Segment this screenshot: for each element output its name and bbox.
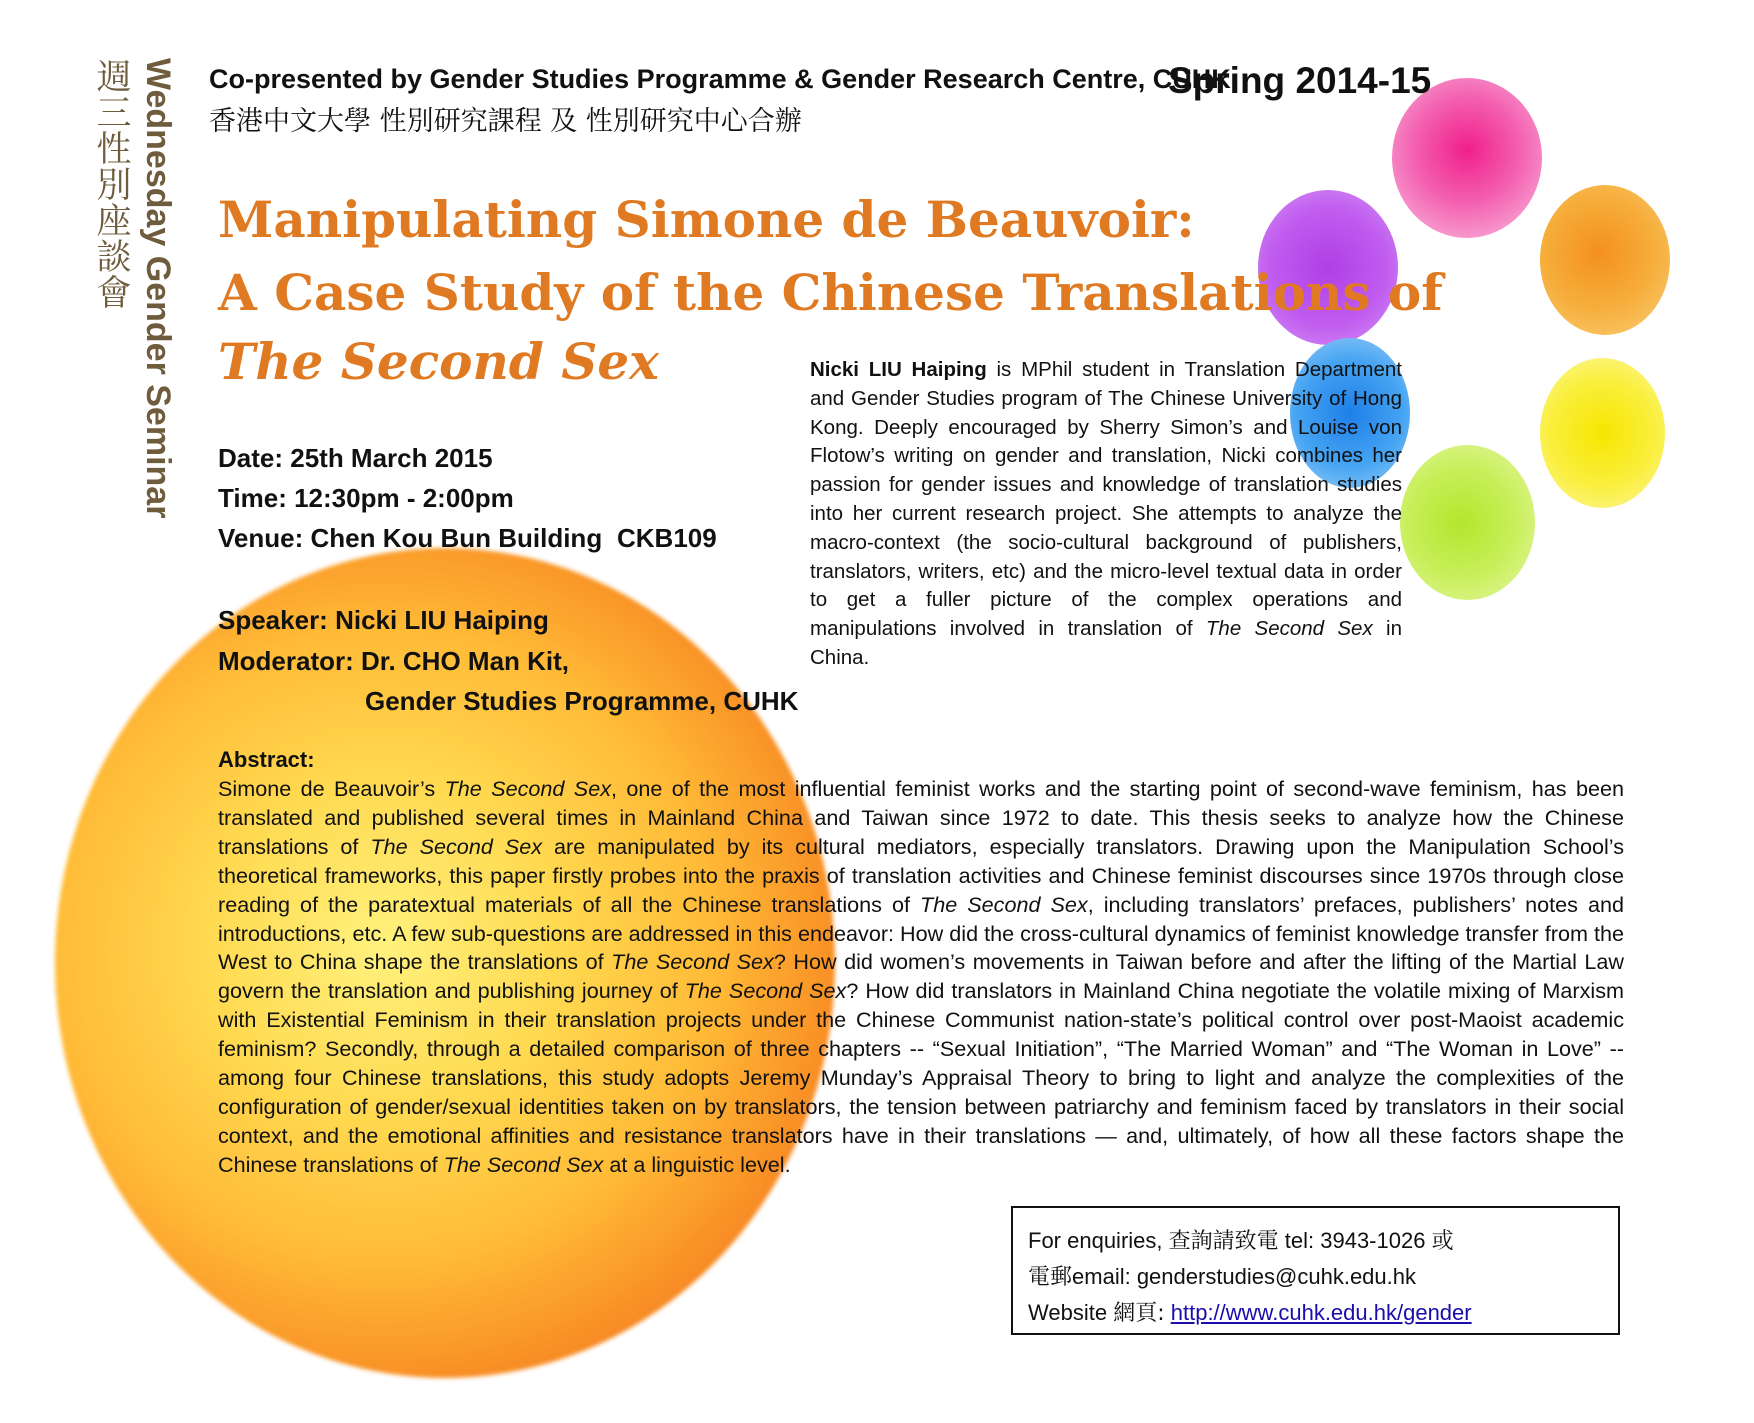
event-moderator: Moderator: Dr. CHO Man Kit, — [218, 646, 570, 676]
contact-phone-line — [1028, 1223, 1618, 1259]
side-title-english: Wednesday Gender Seminar — [139, 58, 177, 519]
contact-phone: tel: 3943-1026 — [1284, 1228, 1426, 1253]
abstract-book-title: The Second Sex — [684, 978, 847, 1004]
abstract-book-title: The Second Sex — [443, 1151, 604, 1177]
enquiries-label-chinese: 查詢請致電 — [1168, 1229, 1279, 1254]
moderator-affiliation: Gender Studies Programme, CUHK — [365, 686, 799, 716]
abstract-text: Simone de Beauvoir’s — [218, 776, 445, 801]
event-time: Time: 12:30pm - 2:00pm — [218, 483, 514, 513]
bio-speaker-name: Nicki LIU Haiping — [810, 358, 987, 381]
abstract-body — [218, 775, 1624, 1180]
abstract-text: at a linguistic level. — [603, 1151, 791, 1177]
event-venue: Venue: Chen Kou Bun Building — [218, 523, 603, 553]
copresenter-english: Co-presented by Gender Studies Programme & Gender Research Centre, CUHK — [209, 64, 1231, 94]
abstract-book-title: The Second Sex — [920, 891, 1088, 917]
title-line-3: The Second Sex — [218, 332, 659, 391]
bio-book-title: The Second Sex — [1205, 617, 1373, 641]
title-line-2: A Case Study of the Chinese Translations of — [218, 263, 1443, 322]
abstract-text: ? How did translators in Mainland China negotiate the volatile mixing of Marxism with Existential Feminism in their translation projects under the Chinese Communist nation-state’s political control over post-Maoist academic feminism? Secondly, through a detailed comparison of three chapters -- “Sexual Initiation”, “The Married Woman” and “The Woman in Love” -- among four Chinese translations, this study adopts Jeremy Munday’s Appraisal Theory to bring to light and analyze the complexities of the configuration of gender/sexual identities taken on by translators, the tension between patriarchy and feminism faced by translators in their social context, and the emotional affinities and resistance translators have in their translations — and, ultimately, of how all these factors shape the Chinese translations of — [218, 978, 1624, 1177]
contact-email-line — [1028, 1259, 1618, 1295]
copresenter-chinese: 香港中文大學 性別研究課程 及 性別研究中心合辦 — [209, 106, 802, 137]
website-label-chinese: 網頁: — [1113, 1301, 1165, 1326]
contact-email: email: genderstudies@cuhk.edu.hk — [1072, 1264, 1416, 1289]
yellow-watercolor-dot — [1540, 358, 1665, 508]
abstract-text: are manipulated by its cultural mediators, especially translators. Drawing upon the Manipulation School’s theoretical frameworks, this paper firstly probes into the praxis of translation activities and Chinese feminist discourses since 1970s through close reading of the paratextual materials of all the Chinese translations of — [218, 833, 1625, 917]
semester-label: Spring 2014-15 — [1168, 60, 1432, 101]
bio-text-2: in China. — [810, 617, 1402, 669]
orange-watercolor-dot — [1540, 185, 1670, 335]
abstract-text: , including translators’ prefaces, publishers’ notes and introductions, etc. A few sub-questions are addressed in this endeavor: How did the cross-cultural dynamics of feminist knowledge transfer from the West to China shape the translations of — [218, 891, 1624, 975]
abstract-heading: Abstract: — [218, 747, 315, 772]
title-line-1: Manipulating Simone de Beauvoir: — [218, 190, 1195, 249]
website-link[interactable]: http://www.cuhk.edu.hk/gender — [1170, 1300, 1472, 1325]
email-label-chinese: 電郵 — [1028, 1265, 1073, 1290]
event-speaker: Speaker: Nicki LIU Haiping — [218, 605, 549, 635]
contact-website-line — [1028, 1295, 1618, 1331]
pink-watercolor-dot — [1392, 78, 1542, 238]
or-label-chinese: 或 — [1431, 1229, 1454, 1254]
abstract-text: , one of the most influential feminist works and the starting point of second-wave feminism, has been translated and published several times in Mainland China and Taiwan since 1972 to date. This thesis seeks to analyze how the Chinese translations of — [218, 776, 1625, 859]
green-watercolor-dot — [1400, 445, 1535, 600]
contact-box — [1011, 1206, 1620, 1335]
abstract-book-title: The Second Sex — [444, 776, 611, 801]
side-title-chinese: 週三性別座談會 — [91, 58, 131, 310]
abstract-text: ? How did women’s movements in Taiwan before and after the lifting of the Martial Law govern the translation and publishing journey of — [218, 949, 1625, 1004]
event-date: Date: 25th March 2015 — [218, 443, 493, 473]
speaker-bio — [810, 356, 1402, 673]
event-venue-room: CKB109 — [617, 523, 717, 553]
bio-text-1: is MPhil student in Translation Department and Gender Studies program of The Chinese University of Hong Kong. Deeply encouraged by Sherry Simon’s and Louise von Flotow’s writing on gender and translation, Nicki combines her passion for gender issues and knowledge of translation studies into her current research project. She attempts to analyze the macro-context (the socio-cultural background of publishers, translators, writers, etc) and the micro-level textual data in order to get a fuller picture of the complex operations and manipulations involved in translation of — [810, 358, 1403, 641]
abstract-book-title: The Second Sex — [611, 949, 774, 975]
abstract-book-title: The Second Sex — [370, 833, 543, 859]
website-label: Website — [1028, 1300, 1108, 1325]
enquiries-label: For enquiries, — [1028, 1228, 1163, 1253]
